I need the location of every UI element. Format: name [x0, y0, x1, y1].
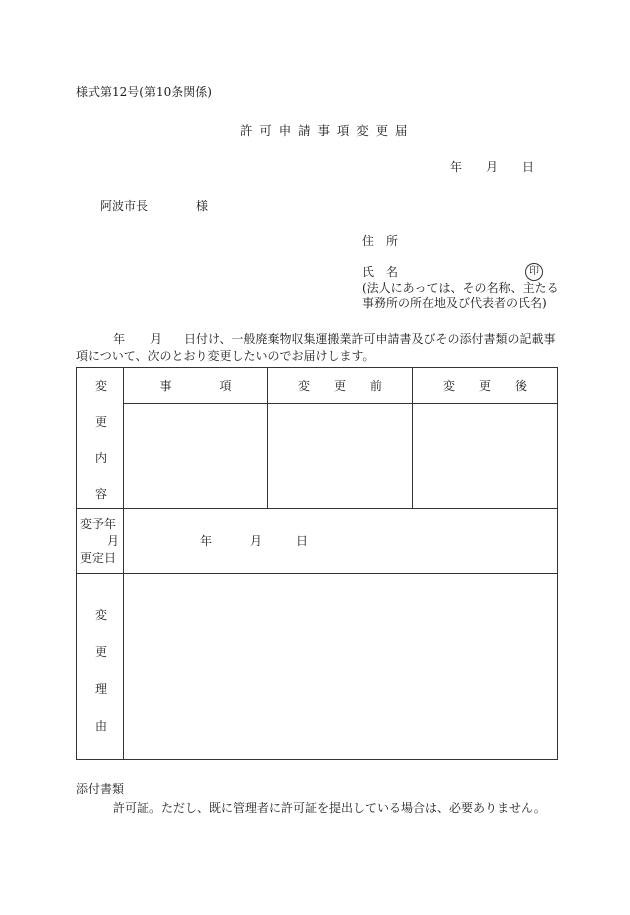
- planned-date-label-1: 変予年: [80, 517, 117, 531]
- after-entry-cell[interactable]: [413, 404, 558, 509]
- intro-year: 年: [113, 332, 126, 346]
- planned-date-row: [77, 509, 558, 574]
- name-label: 氏 名: [362, 265, 399, 279]
- planned-date-label-3: 更定日: [80, 551, 117, 565]
- reason-char-1: 変: [95, 608, 108, 622]
- reason-char-2: 更: [95, 645, 108, 659]
- addressee-name: 阿波市長: [100, 199, 149, 213]
- before-entry-cell[interactable]: [268, 404, 413, 509]
- item-entry-cell[interactable]: [124, 404, 268, 509]
- change-content-char-2: 更: [95, 415, 108, 429]
- attachments-heading: 添付書類: [76, 782, 125, 796]
- intro-line2: 項について、次のとおり変更したいのでお届けします。: [76, 349, 375, 363]
- page-title: 許可申請事項変更届: [240, 123, 415, 138]
- attachments-body: 許可証。ただし、既に管理者に許可証を提出している場合は、必要ありません。: [113, 801, 546, 815]
- reason-entry-cell[interactable]: [124, 574, 558, 760]
- col-header-item: 事 項: [124, 368, 268, 404]
- change-content-char-1: 変: [95, 379, 108, 393]
- planned-date-year: 年: [200, 534, 213, 548]
- intro-line1: 日付け、一般廃棄物収集運搬業許可申請書及びその添付書類の記載事: [184, 332, 556, 346]
- planned-date-label-2: 月: [107, 534, 120, 548]
- change-content-char-3: 内: [95, 451, 108, 465]
- planned-date-value-cell[interactable]: [124, 509, 558, 574]
- change-content-label-cell: [77, 368, 124, 509]
- reason-row: [77, 574, 558, 760]
- planned-date-month: 月: [250, 534, 263, 548]
- addressee-honorific: 様: [196, 199, 209, 213]
- change-form-table: [76, 367, 558, 760]
- header-row: [77, 368, 558, 404]
- col-header-after: 変 更 後: [413, 368, 558, 404]
- form-number: 様式第12号(第10条関係): [76, 85, 212, 99]
- date-day: 日: [522, 160, 535, 174]
- change-entry-row: [77, 404, 558, 509]
- intro-month: 月: [150, 332, 163, 346]
- reason-label-cell: [77, 574, 124, 760]
- planned-date-label-cell: [77, 509, 124, 574]
- address-label: 住 所: [362, 234, 399, 248]
- applicant-note-1: (法人にあっては、その名称、主たる: [362, 281, 559, 295]
- reason-char-4: 由: [95, 719, 108, 733]
- date-month: 月: [486, 160, 499, 174]
- reason-char-3: 理: [95, 682, 108, 696]
- change-content-char-4: 容: [95, 487, 108, 501]
- planned-date-day: 日: [296, 534, 309, 548]
- applicant-note-2: 事務所の所在地及び代表者の氏名): [362, 296, 547, 310]
- seal-mark: 印: [525, 263, 543, 281]
- col-header-before: 変 更 前: [268, 368, 413, 404]
- date-year: 年: [450, 160, 463, 174]
